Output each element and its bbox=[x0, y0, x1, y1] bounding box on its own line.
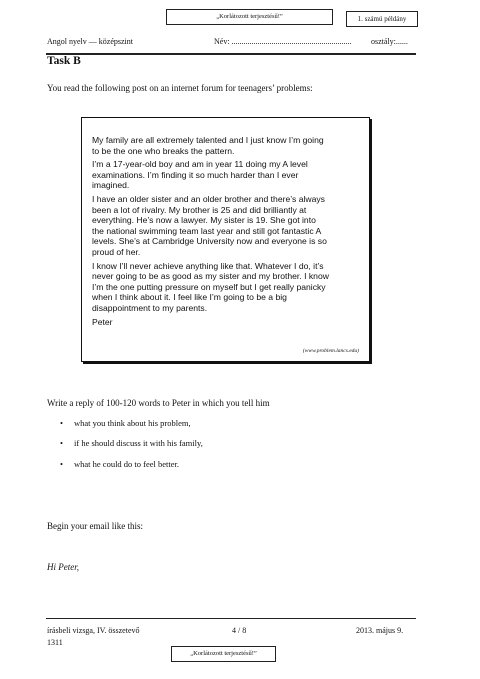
copy-number-label: 1. számú példány bbox=[346, 11, 418, 27]
bullet-marker: • bbox=[60, 418, 63, 428]
bullet-text: if he should discuss it with his family, bbox=[74, 438, 203, 448]
post-paragraph: I’m a 17-year-old boy and am in year 11 doing my A level examinations. I’m finding it so much harder than I ever imagined. bbox=[92, 159, 308, 191]
begin-instruction: Begin your email like this: bbox=[47, 521, 143, 531]
task-bullet-3 bbox=[60, 459, 179, 469]
footer-exam-label: írásbeli vizsga, IV. összetevő bbox=[47, 626, 140, 635]
bullet-marker: • bbox=[60, 459, 63, 469]
task-title: Task B bbox=[47, 55, 81, 67]
post-paragraph: I know I’ll never achieve anything like that. Whatever I do, it’s never going to be as good as my sister and my brother. I know I’m the one putting pressure on myself but I get really panicky when I think about it. I feel like I’m going to be a big disappointment to my parents. bbox=[92, 260, 329, 313]
task-bullet-1 bbox=[60, 418, 191, 428]
bullet-text: what he could do to feel better. bbox=[74, 459, 180, 469]
name-field-label: Név: ............................................................ bbox=[214, 37, 352, 46]
post-paragraph: I have an older sister and an older brother and there’s always been a lot of rivalry. My brother is 25 and did brilliantly at everything. He’s now a lawyer. My sister is 19. She got into the national swimming team last year and still got fantastic A levels. She’s at Cambridge University now and everyone is so proud of her. bbox=[92, 193, 327, 257]
task-intro: You read the following post on an internet forum for teenagers’ problems: bbox=[47, 83, 313, 93]
subject-label: Angol nyelv — középszint bbox=[47, 37, 133, 46]
restricted-distribution-label: „Korlátozott terjesztésű!” bbox=[166, 9, 333, 25]
post-signature: Peter bbox=[92, 316, 113, 327]
reply-instruction: Write a reply of 100-120 words to Peter in which you tell him bbox=[47, 398, 270, 408]
class-field-label: osztály:...... bbox=[371, 37, 408, 46]
footer-restricted-label: „Korlátozott terjesztésű!” bbox=[171, 646, 276, 662]
page-number: 4 / 8 bbox=[232, 626, 247, 635]
post-body bbox=[92, 135, 364, 330]
task-bullet-2 bbox=[60, 438, 203, 448]
email-greeting: Hi Peter, bbox=[47, 562, 79, 572]
footer-divider bbox=[46, 618, 416, 619]
post-paragraph: My family are all extremely talented and I just know I’m going to be the one who breaks the pattern. bbox=[92, 135, 324, 156]
bullet-marker: • bbox=[60, 438, 63, 448]
bullet-text: what you think about his problem, bbox=[74, 418, 191, 428]
header-divider bbox=[46, 53, 416, 55]
forum-post bbox=[81, 117, 370, 362]
post-source: (www.problem.lancs.edu) bbox=[302, 348, 359, 354]
footer-code: 1311 bbox=[47, 638, 63, 647]
exam-date: 2013. május 9. bbox=[356, 626, 404, 635]
